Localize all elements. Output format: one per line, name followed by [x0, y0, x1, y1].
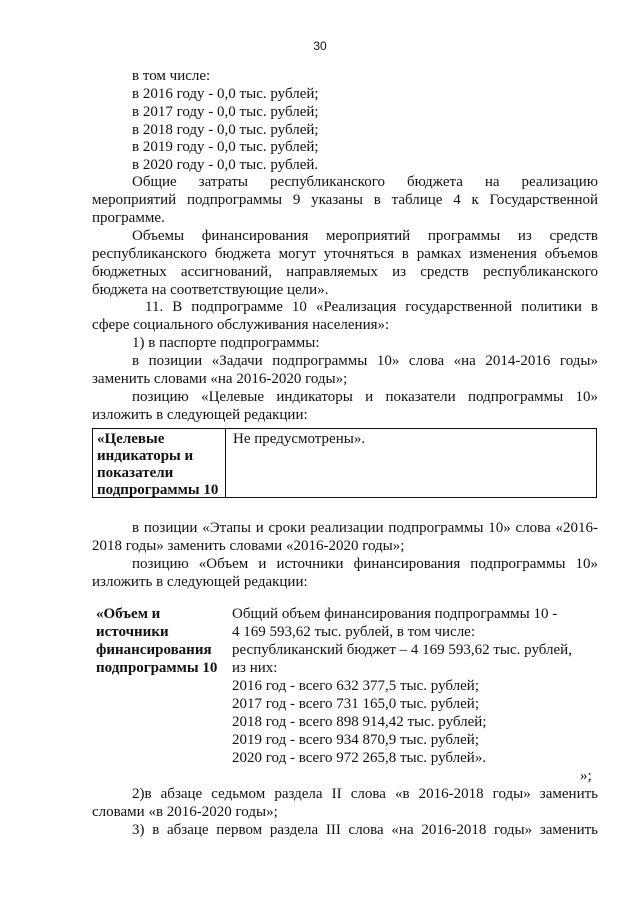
paragraph-line: изложить в следующей редакции: [92, 407, 308, 423]
paragraph-line: программе. [92, 210, 165, 226]
indicators-table-value: Не предусмотрены». [233, 431, 366, 447]
paragraph-line: Объемы финансирования мероприятий программы из средств [132, 228, 598, 244]
funding-line: 2018 год - всего 898 914,42 тыс. рублей; [232, 714, 487, 730]
paragraph-line: мероприятий подпрограммы 9 указаны в таблице 4 к Государственной [92, 192, 598, 208]
paragraph-line: позицию «Целевые индикаторы и показатели подпрограммы 10» [132, 389, 598, 405]
paragraph-line: 2018 годы» заменить словами «2016-2020 годы»; [92, 538, 405, 554]
paragraph-line: заменить словами «на 2016-2020 годы»; [92, 371, 348, 387]
intro-line: в том числе: [132, 68, 211, 84]
funding-line: республиканский бюджет – 4 169 593,62 тыс. рублей, [232, 642, 572, 658]
list-item: 1) в паспорте подпрограммы: [132, 335, 320, 351]
table-label-line: подпрограммы 10 [96, 660, 218, 676]
paragraph-line: бюджета на соответствующие цели». [92, 282, 329, 298]
paragraph-line: в позиции «Задачи подпрограммы 10» слова «на 2014-2016 годы» [132, 353, 598, 369]
funding-line: из них: [232, 660, 278, 676]
list-item-line: 2)в абзаце седьмом раздела II слова «в 2016-2018 годы» заменить [132, 786, 598, 802]
table-label-line: индикаторы и [97, 448, 194, 464]
intro-line: в 2019 году - 0,0 тыс. рублей; [132, 139, 319, 155]
list-item-line: 3) в абзаце первом раздела III слова «на 2016-2018 годы» заменить [132, 822, 598, 838]
closing-quote: »; [580, 768, 592, 784]
table-label-line: «Целевые [97, 431, 165, 447]
paragraph-line: в позиции «Этапы и сроки реализации подпрограммы 10» слова «2016- [132, 520, 598, 536]
paragraph-line: бюджетных ассигнований, направляемых из средств республиканского [92, 264, 598, 280]
intro-line: в 2018 году - 0,0 тыс. рублей; [132, 122, 319, 138]
table-label-line: подпрограммы 10 [97, 482, 219, 498]
table-label-line: показатели [97, 465, 174, 481]
funding-line: 4 169 593,62 тыс. рублей, в том числе: [232, 624, 476, 640]
table-label-line: источники [96, 624, 169, 640]
indicators-table-label-cell [93, 429, 226, 497]
paragraph-line: изложить в следующей редакции: [92, 574, 308, 590]
funding-line: 2020 год - всего 972 265,8 тыс. рублей». [232, 750, 487, 766]
list-item-line: словами «в 2016-2020 годы»; [92, 804, 278, 820]
funding-line: 2017 год - всего 731 165,0 тыс. рублей; [232, 696, 479, 712]
section-heading-line: сфере социального обслуживания населения»: [92, 317, 390, 333]
page-number: 30 [313, 39, 327, 53]
intro-line: в 2020 году - 0,0 тыс. рублей. [132, 157, 319, 173]
paragraph-line: республиканского бюджета могут уточняться в рамках изменения объемов [92, 246, 598, 262]
table-label-line: «Объем и [96, 606, 161, 622]
intro-line: в 2016 году - 0,0 тыс. рублей; [132, 86, 319, 102]
indicators-table [92, 428, 597, 498]
paragraph-line: Общие затраты республиканского бюджета на реализацию [132, 174, 598, 190]
intro-line: в 2017 году - 0,0 тыс. рублей; [132, 104, 319, 120]
section-heading-line: 11. В подпрограмме 10 «Реализация государственной политики в [145, 299, 598, 315]
paragraph-line: позицию «Объем и источники финансирования подпрограммы 10» [132, 556, 598, 572]
funding-line: 2019 год - всего 934 870,9 тыс. рублей; [232, 732, 479, 748]
table-label-line: финансирования [96, 642, 212, 658]
funding-line: 2016 год - всего 632 377,5 тыс. рублей; [232, 678, 479, 694]
funding-line: Общий объем финансирования подпрограммы 10 - [232, 606, 558, 622]
